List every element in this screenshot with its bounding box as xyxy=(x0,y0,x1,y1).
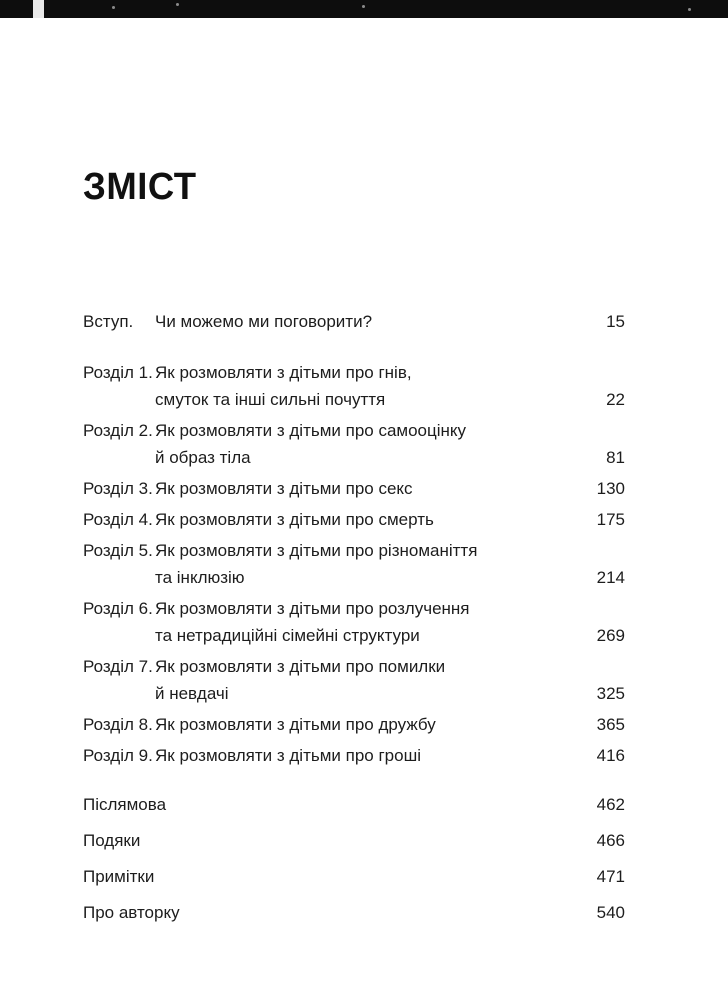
back-matter-list xyxy=(83,791,625,926)
toc-entry-title-line: Як розмовляти з дітьми про секс xyxy=(155,479,413,498)
book-page xyxy=(83,168,625,926)
toc-entry-page-number: 365 xyxy=(596,715,625,734)
toc-list xyxy=(83,308,625,769)
toc-entry-page-number: 15 xyxy=(606,312,625,331)
toc-entry-page-number: 416 xyxy=(596,746,625,765)
toc-entry xyxy=(83,711,625,738)
toc-entry-title xyxy=(155,359,573,413)
toc-entry xyxy=(83,653,625,707)
toc-entry-label: Розділ 7. xyxy=(83,657,153,676)
toc-entry-title xyxy=(155,742,573,769)
toc-entry-title-line: Чи можемо ми поговорити? xyxy=(155,312,373,331)
scan-speck xyxy=(176,3,179,6)
toc-entry-label: Розділ 9. xyxy=(83,746,153,765)
toc-entry-title-line: Як розмовляти з дітьми про дружбу xyxy=(155,715,436,734)
scan-speck xyxy=(688,8,691,11)
toc-entry-title xyxy=(155,711,573,738)
toc-entry-page-number: 175 xyxy=(596,510,625,529)
toc-entry-title-line: Як розмовляти з дітьми про смерть xyxy=(155,510,434,529)
back-matter-label: Післямова xyxy=(83,795,167,814)
toc-entry-label: Розділ 1. xyxy=(83,363,153,382)
scan-speck xyxy=(362,5,365,8)
toc-entry-page-number: 22 xyxy=(606,390,625,409)
toc-entry-page-number: 214 xyxy=(596,568,625,587)
toc-entry-title-line: Як розмовляти з дітьми про розлучення xyxy=(155,599,470,618)
toc-entry-title-line: Як розмовляти з дітьми про різноманіття xyxy=(155,541,478,560)
toc-entry-page-number: 325 xyxy=(596,684,625,703)
toc-entry-title-line: Як розмовляти з дітьми про помилки xyxy=(155,657,446,676)
toc-entry xyxy=(83,308,625,335)
toc-entry xyxy=(83,506,625,533)
toc-entry-title xyxy=(155,475,573,502)
toc-entry-title xyxy=(155,417,573,471)
toc-entry-title-line: та нетрадиційні сімейні структури xyxy=(155,626,420,645)
back-matter-page-number: 540 xyxy=(596,903,625,922)
back-matter-label: Примітки xyxy=(83,867,155,886)
toc-entry-title xyxy=(155,537,573,591)
toc-entry-label: Розділ 2. xyxy=(83,421,153,440)
back-matter-entry xyxy=(83,827,625,854)
toc-entry-page-number: 130 xyxy=(596,479,625,498)
page-title: ЗМІСТ xyxy=(83,166,197,208)
toc-entry xyxy=(83,742,625,769)
back-matter-page-number: 462 xyxy=(596,795,625,814)
toc-entry-label: Вступ. xyxy=(83,312,134,331)
toc-entry-title-line: й образ тіла xyxy=(155,448,251,467)
toc-entry xyxy=(83,475,625,502)
toc-entry-title xyxy=(155,506,573,533)
scan-top-strip xyxy=(0,0,728,18)
toc-entry-page-number: 269 xyxy=(596,626,625,645)
toc-entry-label: Розділ 5. xyxy=(83,541,153,560)
scan-notch xyxy=(33,0,44,18)
back-matter-entry xyxy=(83,899,625,926)
back-matter-label: Подяки xyxy=(83,831,141,850)
back-matter-label: Про авторку xyxy=(83,903,180,922)
toc-entry-title-line: та інклюзію xyxy=(155,568,245,587)
toc-entry xyxy=(83,417,625,471)
toc-entry-page-number: 81 xyxy=(606,448,625,467)
back-matter-entry xyxy=(83,863,625,890)
back-matter-entry xyxy=(83,791,625,818)
back-matter-page-number: 471 xyxy=(596,867,625,886)
toc-entry-title-line: Як розмовляти з дітьми про гнів, xyxy=(155,363,412,382)
toc-entry-title-line: Як розмовляти з дітьми про самооцінку xyxy=(155,421,467,440)
toc-entry-title xyxy=(155,595,573,649)
toc-entry-title-line: смуток та інші сильні почуття xyxy=(155,390,386,409)
toc-entry-label: Розділ 6. xyxy=(83,599,153,618)
toc-entry-title xyxy=(155,653,573,707)
back-matter-page-number: 466 xyxy=(596,831,625,850)
toc-entry-label: Розділ 4. xyxy=(83,510,153,529)
toc-entry-title xyxy=(155,308,573,335)
toc-entry xyxy=(83,537,625,591)
toc-entry-label: Розділ 8. xyxy=(83,715,153,734)
toc-entry-title-line: й невдачі xyxy=(155,684,229,703)
toc-entry-label: Розділ 3. xyxy=(83,479,153,498)
scan-speck xyxy=(112,6,115,9)
toc-entry xyxy=(83,359,625,413)
toc-entry xyxy=(83,595,625,649)
toc-entry-title-line: Як розмовляти з дітьми про гроші xyxy=(155,746,421,765)
